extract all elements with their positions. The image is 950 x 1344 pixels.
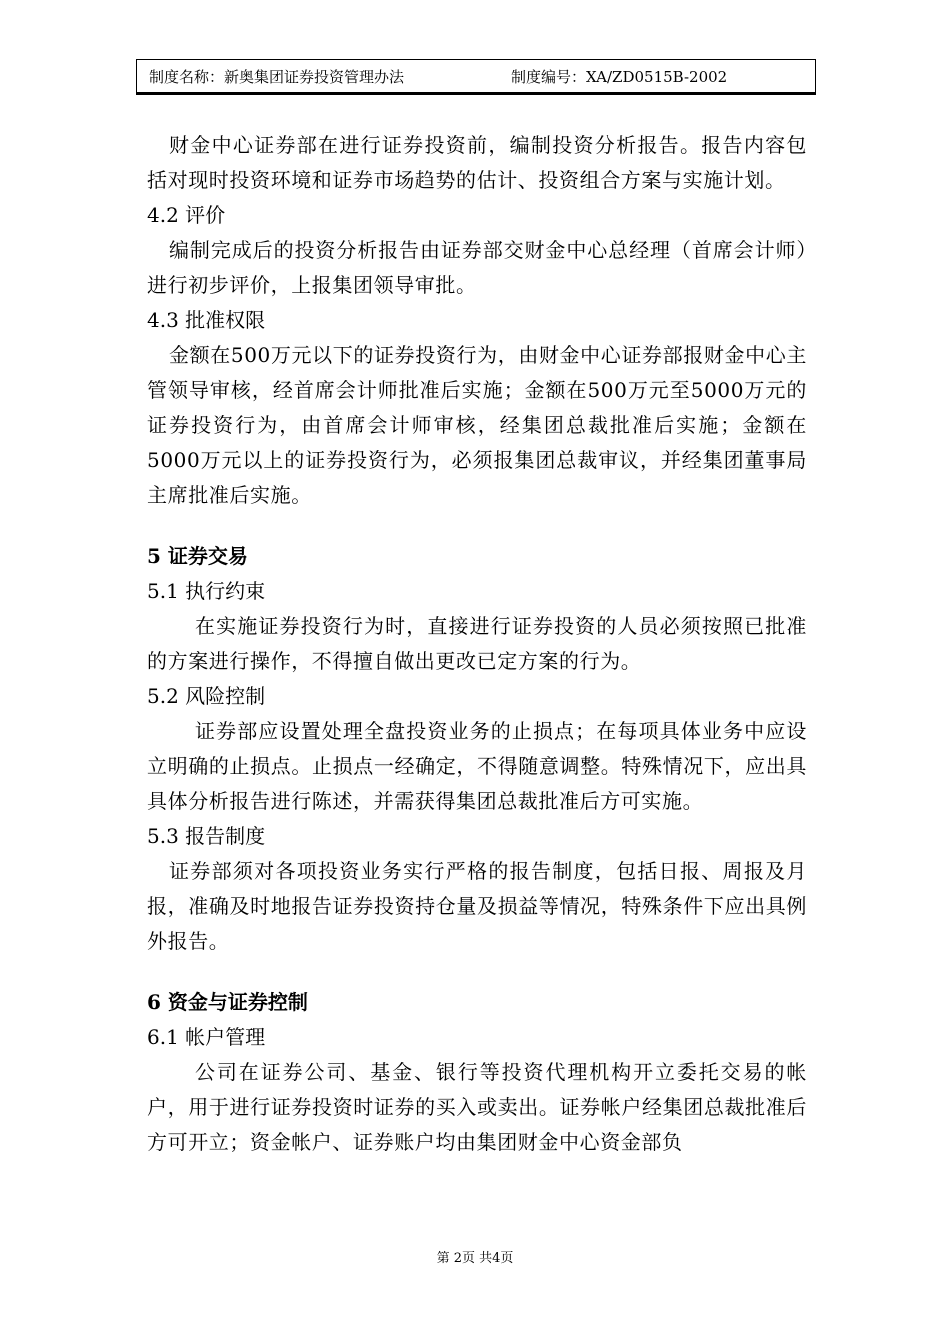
paragraph-6-1: 公司在证券公司、基金、银行等投资代理机构开立委托交易的帐户，用于进行证券投资时证券的买入或卖出。证券帐户经集团总裁批准后方可开立；资金帐户、证券账户均由集团财金中心资金部负 [147, 1060, 807, 1154]
paragraph-4-3: 金额在500万元以下的证券投资行为，由财金中心证券部报财金中心主管领导审核，经首席会计师批准后实施；金额在500万元至5000万元的证券投资行为，由首席会计师审核，经集团总裁批准后实施；金额在5000万元以上的证券投资行为，必须报集团总裁审议，并经集团董事局主席批准后实施。 [147, 343, 807, 507]
subheading-5-2: 5.2 风险控制 [147, 684, 266, 708]
paragraph-5-1: 在实施证券投资行为时，直接进行证券投资的人员必须按照已批准的方案进行操作，不得擅自做出更改已定方案的行为。 [147, 614, 807, 673]
document-header [136, 59, 816, 95]
document-body [147, 128, 807, 1160]
paragraph-intro: 财金中心证券部在进行证券投资前，编制投资分析报告。报告内容包括对现时投资环境和证券市场趋势的估计、投资组合方案与实施计划。 [147, 133, 807, 192]
subheading-5-1: 5.1 执行约束 [147, 579, 266, 603]
subheading-4-3: 4.3 批准权限 [147, 308, 266, 332]
section-heading-6: 6 资金与证券控制 [147, 990, 308, 1014]
section-heading-5: 5 证券交易 [147, 544, 248, 568]
paragraph-5-2: 证券部应设置处理全盘投资业务的止损点；在每项具体业务中应设立明确的止损点。止损点一经确定，不得随意调整。特殊情况下，应出具具体分析报告进行陈述，并需获得集团总裁批准后方可实施。 [147, 719, 807, 813]
policy-code: 制度编号：XA/ZD0515B-2002 [511, 68, 728, 86]
subheading-5-3: 5.3 报告制度 [147, 824, 266, 848]
subheading-6-1: 6.1 帐户管理 [147, 1025, 266, 1049]
policy-name: 制度名称：新奥集团证券投资管理办法 [149, 68, 405, 86]
paragraph-5-3: 证券部须对各项投资业务实行严格的报告制度，包括日报、周报及月报，准确及时地报告证券投资持仓量及损益等情况，特殊条件下应出具例外报告。 [147, 859, 807, 953]
paragraph-4-2: 编制完成后的投资分析报告由证券部交财金中心总经理（首席会计师）进行初步评价，上报集团领导审批。 [147, 238, 807, 297]
page-number: 第 2页 共4页 [436, 1251, 514, 1266]
subheading-4-2: 4.2 评价 [147, 203, 226, 227]
